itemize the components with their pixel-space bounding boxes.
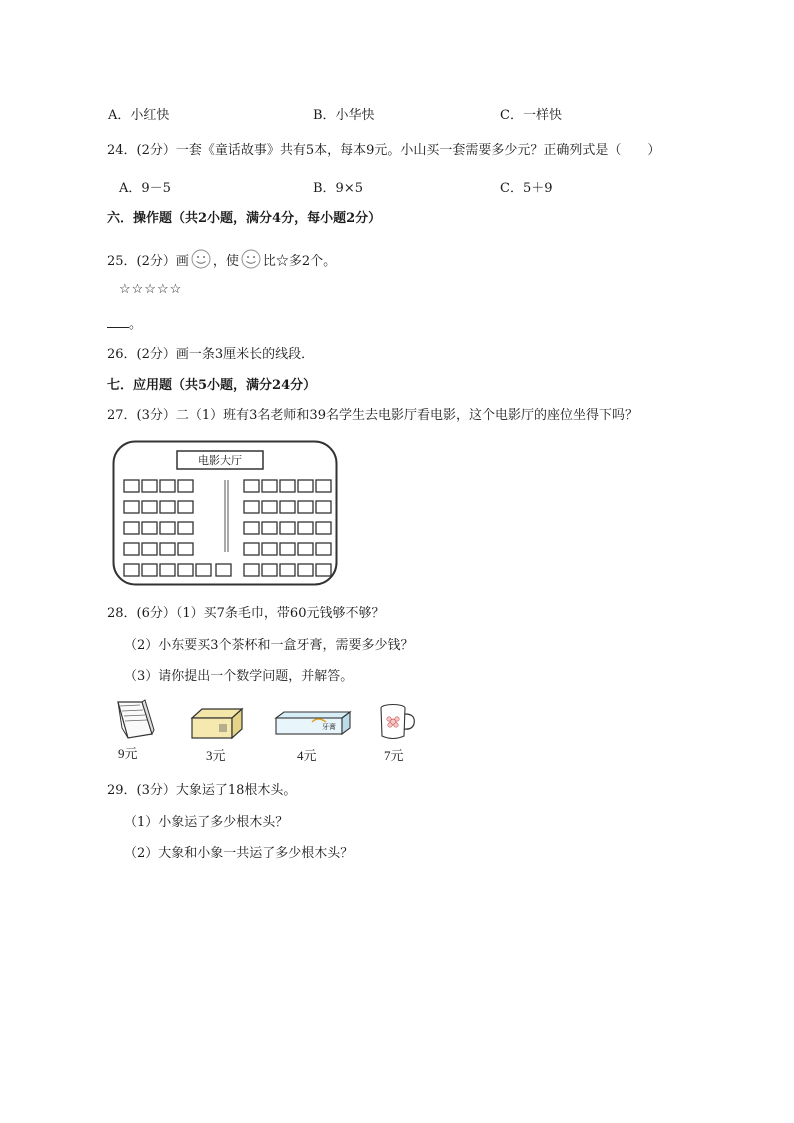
seat (244, 480, 259, 492)
seat (142, 522, 157, 534)
q26-stem: 26．(2分）画一条3厘米长的线段． (107, 347, 315, 362)
seat (262, 543, 277, 555)
seat (160, 543, 175, 555)
seat (280, 522, 295, 534)
seat (178, 480, 193, 492)
seat (316, 564, 331, 576)
seat (124, 501, 139, 513)
q24-option-b: B．9×5 (313, 181, 363, 196)
seat (280, 480, 295, 492)
seat (160, 522, 175, 534)
seat (142, 480, 157, 492)
seat (178, 522, 193, 534)
seat (178, 564, 193, 576)
cinema-hall-diagram (112, 440, 338, 586)
q25-middle: ，使 (212, 254, 239, 269)
q29-stem: 29．(3分）大象运了18根木头。 (107, 783, 297, 798)
seat (244, 543, 259, 555)
q28-stem: 28．(6分）（1）买7条毛巾，带60元钱够不够？ (107, 606, 385, 621)
section-7-heading: 七．应用题（共5小题，满分24分） (107, 378, 317, 393)
q25-answer-suffix: 。 (129, 317, 143, 332)
seat (160, 480, 175, 492)
seat (316, 480, 331, 492)
seat (298, 564, 313, 576)
q23-option-b: B．小华快 (313, 108, 375, 123)
seat (142, 501, 157, 513)
seat (178, 501, 193, 513)
towel-price: 9元 (118, 746, 138, 761)
seat (216, 564, 231, 576)
q23-option-c: C．一样快 (500, 108, 562, 123)
q25-prefix: 25．(2分）画 (107, 254, 189, 269)
smiley-face-icon (189, 249, 213, 277)
q23-option-a: A．小红快 (108, 108, 170, 123)
answer-blank (107, 317, 129, 328)
seat (262, 564, 277, 576)
soap-box-price: 3元 (206, 748, 226, 763)
q25-stem (107, 249, 336, 277)
seat (298, 543, 313, 555)
seat (262, 501, 277, 513)
q25-stars: ☆☆☆☆☆ (119, 282, 183, 297)
cup-icon (376, 702, 418, 746)
seat (280, 501, 295, 513)
hall-sign: 电影大厅 (198, 454, 242, 467)
soap-box-icon (190, 706, 244, 744)
seat (196, 564, 211, 576)
seat (124, 564, 139, 576)
toothpaste-label: 牙膏 (322, 723, 336, 731)
seat (262, 480, 277, 492)
towel-icon (112, 698, 156, 746)
smiley-face-icon (239, 249, 263, 277)
q27-stem: 27．(3分）二（1）班有3名老师和39名学生去电影厅看电影，这个电影厅的座位坐得下吗？ (107, 408, 638, 423)
q29-sub2: （2）大象和小象一共运了多少根木头？ (124, 846, 354, 861)
cup-price: 7元 (384, 748, 404, 763)
seat (142, 564, 157, 576)
seat (298, 480, 313, 492)
section-6-heading: 六．操作题（共2小题，满分4分，每小题2分） (107, 211, 382, 226)
seat (124, 522, 139, 534)
q25-suffix: 比☆多2个。 (262, 254, 337, 269)
seat (280, 543, 295, 555)
seat (160, 564, 175, 576)
seat (316, 543, 331, 555)
seat (298, 501, 313, 513)
toothpaste-price: 4元 (297, 748, 317, 763)
seat (178, 543, 193, 555)
seat (142, 543, 157, 555)
seat (316, 522, 331, 534)
seat (298, 522, 313, 534)
q24-option-c: C．5＋9 (500, 181, 553, 196)
seat (244, 501, 259, 513)
seat (316, 501, 331, 513)
seat (124, 480, 139, 492)
q28-sub3: （3）请你提出一个数学问题，并解答。 (124, 669, 354, 684)
toothpaste-icon (274, 710, 352, 740)
seat (244, 564, 259, 576)
seat (244, 522, 259, 534)
seat (280, 564, 295, 576)
q28-sub2: （2）小东要买3个茶杯和一盒牙膏，需要多少钱？ (124, 638, 414, 653)
seat (262, 522, 277, 534)
q24-stem: 24．(2分）一套《童话故事》共有5本，每本9元。小山买一套需要多少元？正确列式是（ ） (107, 143, 661, 158)
seat (124, 543, 139, 555)
q25-answer-line (107, 313, 142, 332)
seat (160, 501, 175, 513)
q29-sub1: （1）小象运了多少根木头？ (124, 815, 289, 830)
q24-option-a: A．9－5 (119, 181, 171, 196)
